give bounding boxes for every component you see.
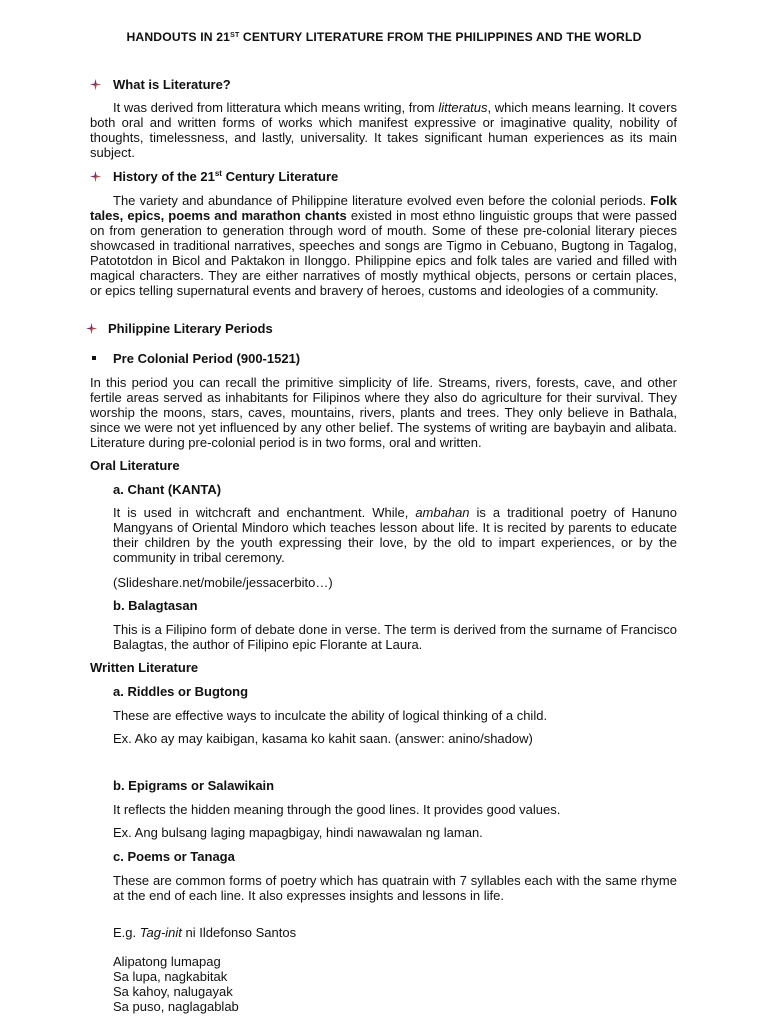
poem-line: Sa kahoy, nalugayak bbox=[113, 984, 233, 999]
italic-poem-title: Tag-init bbox=[139, 925, 182, 940]
heading-text: History of the 21 bbox=[113, 169, 215, 184]
four-point-star-bullet-icon bbox=[86, 323, 97, 334]
paragraph-riddles: These are effective ways to inculcate the ability of logical thinking of a child. bbox=[113, 708, 548, 723]
title-superscript: ST bbox=[230, 32, 240, 39]
four-point-star-bullet-icon bbox=[90, 171, 101, 182]
poem-example-label bbox=[113, 925, 296, 940]
paragraph-what-is-literature bbox=[90, 100, 677, 160]
subheading-riddles: a. Riddles or Bugtong bbox=[113, 684, 249, 699]
source-citation: (Slideshare.net/mobile/jessacerbito…) bbox=[113, 575, 333, 590]
subheading-chant: a. Chant (KANTA) bbox=[113, 482, 222, 497]
title-prefix: HANDOUTS IN 21 bbox=[126, 30, 231, 44]
text-run: , which means learning. It covers both oral and written forms of works which manifest expressive or imaginative quality, nobility of thoughts, timelessness, and lastly, universality. It takes significant human experiences as its main subject. bbox=[90, 100, 677, 160]
heading-text: Century Literature bbox=[221, 169, 339, 184]
four-point-star-bullet-icon bbox=[90, 79, 101, 90]
poem-line: Sa puso, naglagablab bbox=[113, 999, 239, 1014]
title-suffix: CENTURY LITERATURE FROM THE PHILIPPINES AND THE WORLD bbox=[239, 30, 642, 44]
paragraph-epigrams: It reflects the hidden meaning through the good lines. It provides good values. bbox=[113, 802, 561, 817]
text-run: It was derived from litteratura which means writing, from bbox=[113, 100, 439, 115]
paragraph-balagtasan: This is a Filipino form of debate done in verse. The term is derived from the surname of Francisco Balagtas, the author of Filipino epic Florante at Laura. bbox=[113, 622, 677, 652]
italic-term-ambahan: ambahan bbox=[415, 505, 470, 520]
heading-written-literature: Written Literature bbox=[90, 660, 199, 675]
section-heading-what-is-literature: What is Literature? bbox=[113, 77, 231, 92]
section-heading-history bbox=[113, 169, 338, 184]
paragraph-pre-colonial: In this period you can recall the primitive simplicity of life. Streams, rivers, forests, cave, and other fertile areas served as inhabitants for Filipinos where they also do agriculture for their survival. They worship the moons, stars, caves, mountains, rivers, plants and trees. They only believe in Bathala, since we were not yet influenced by any other belief. The systems of writing are baybayin and alibata. Literature during pre-colonial period is in two forms, oral and written. bbox=[90, 375, 677, 450]
section-heading-literary-periods: Philippine Literary Periods bbox=[108, 321, 273, 336]
text-run: The variety and abundance of Philippine literature evolved even before the colonial periods. bbox=[113, 193, 651, 208]
poem-lines bbox=[113, 954, 239, 1014]
example-epigram: Ex. Ang bulsang laging mapagbigay, hindi nawawalan ng laman. bbox=[113, 825, 483, 840]
paragraph-poems: These are common forms of poetry which has quatrain with 7 syllables each with the same rhyme at the end of each line. It also expresses insights and lessons in life. bbox=[113, 873, 677, 903]
poem-line: Alipatong lumapag bbox=[113, 954, 221, 969]
subheading-poems: c. Poems or Tanaga bbox=[113, 849, 235, 864]
text-run: ni Ildefonso Santos bbox=[181, 925, 297, 940]
text-run: is a traditional poetry of Hanuno Mangyans of Oriental Mindoro which teaches lesson about life. It is recited by parents to educate their children by the youth expressing their love, by the old to impart experiences, or by the community in tribal ceremony. bbox=[113, 505, 677, 565]
bold-phrase: Folk tales, epics, poems and marathon chants bbox=[90, 193, 677, 223]
text-run: existed in most ethno linguistic groups that were passed on from generation to generation through word of mouth. Some of these pre-colonial literary pieces showcased in traditional narratives, speeches and songs are Tigmo in Cebuano, Bugtong in Tagalog, Patototdon in Bicol and Paktakon in Ilonggo. Philippine epics and folk tales are varied and filled with magical characters. They are either narratives of mostly mythical objects, persons or certain places, or epics telling supernatural events and bravery of heroes, customs and ideologies of a community. bbox=[90, 208, 677, 298]
heading-oral-literature: Oral Literature bbox=[90, 458, 180, 473]
example-riddle: Ex. Ako ay may kaibigan, kasama ko kahit saan. (answer: anino/shadow) bbox=[113, 731, 533, 746]
italic-term-litteratus: litteratus bbox=[438, 100, 488, 115]
subheading-pre-colonial: Pre Colonial Period (900-1521) bbox=[113, 351, 301, 366]
text-run: It is used in witchcraft and enchantment. While, bbox=[113, 505, 416, 520]
text-run: E.g. bbox=[113, 925, 140, 940]
heading-superscript: st bbox=[214, 169, 222, 178]
poem-line: Sa lupa, nagkabitak bbox=[113, 969, 228, 984]
paragraph-chant bbox=[113, 505, 677, 565]
square-bullet-icon bbox=[92, 356, 96, 360]
subheading-epigrams: b. Epigrams or Salawikain bbox=[113, 778, 275, 793]
paragraph-history bbox=[90, 193, 677, 298]
document-title bbox=[0, 30, 768, 45]
subheading-balagtasan: b. Balagtasan bbox=[113, 598, 198, 613]
